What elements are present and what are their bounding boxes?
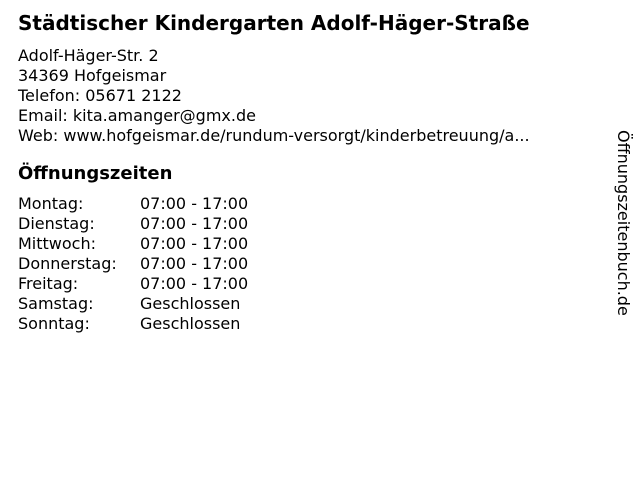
day-label: Freitag: [18,274,79,293]
opening-hours-row-thursday [18,254,640,274]
opening-hours-table [18,194,640,334]
address-street-line: Adolf-Häger-Str. 2 [18,46,159,65]
hours-value: 07:00 - 17:00 [140,194,249,213]
opening-hours-row-friday [18,274,640,294]
opening-hours-row-wednesday [18,234,640,254]
hours-value: Geschlossen [140,294,241,313]
day-label: Montag: [18,194,84,213]
hours-value: 07:00 - 17:00 [140,254,249,273]
day-label: Donnerstag: [18,254,117,273]
website-line: Web: www.hofgeismar.de/rundum-versorgt/kinderbetreuung/a... [18,126,530,145]
hours-value: 07:00 - 17:00 [140,274,249,293]
day-label: Mittwoch: [18,234,96,253]
opening-hours-row-saturday [18,294,640,314]
hours-value: 07:00 - 17:00 [140,234,249,253]
opening-hours-row-monday [18,194,640,214]
opening-hours-row-sunday [18,314,640,334]
phone-line: Telefon: 05671 2122 [18,86,182,105]
day-label: Dienstag: [18,214,95,233]
opening-hours-row-tuesday [18,214,640,234]
email-line: Email: kita.amanger@gmx.de [18,106,256,125]
day-label: Sonntag: [18,314,90,333]
day-label: Samstag: [18,294,94,313]
address-city-line: 34369 Hofgeismar [18,66,167,85]
page-title: Städtischer Kindergarten Adolf-Häger-Straße [18,11,530,35]
contact-block [18,46,640,146]
hours-value: 07:00 - 17:00 [140,214,249,233]
hours-value: Geschlossen [140,314,241,333]
branding-vertical-text: Öffnungszeitenbuch.de [614,130,633,316]
opening-hours-heading: Öffnungszeiten [18,163,173,184]
